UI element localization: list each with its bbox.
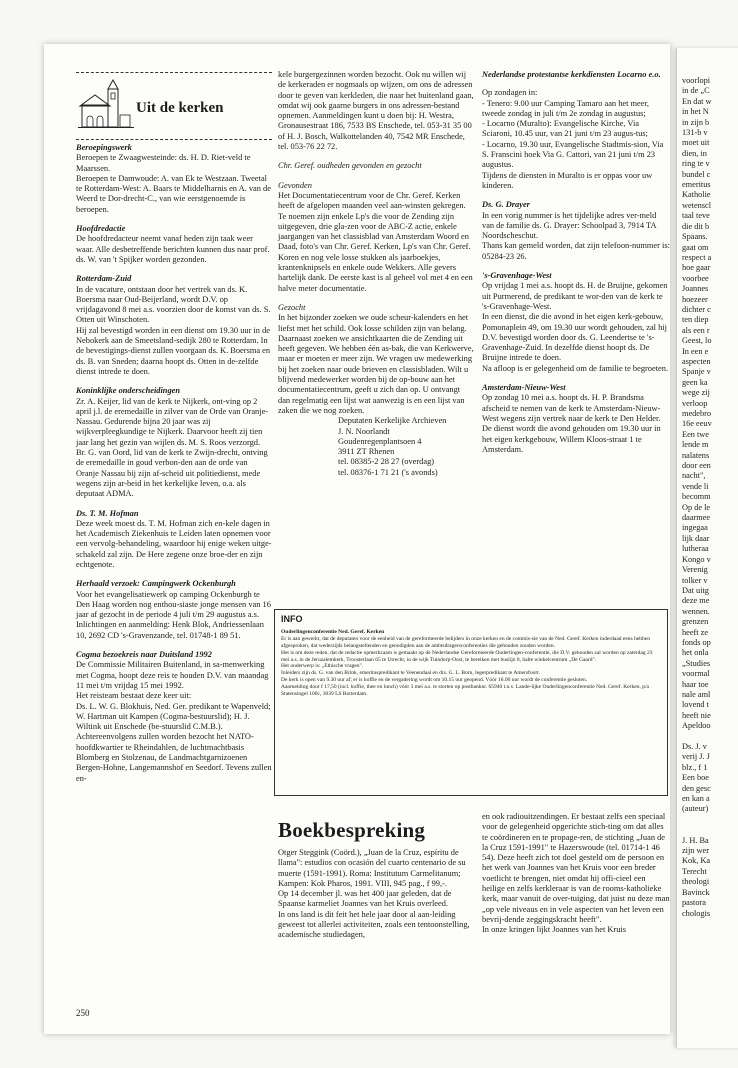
paragraph: De Commissie Militairen Buitenland, in sa-menwerking met Cogma, hoopt deze reis te houden D.V. van maandag 11 mei t/m vrijdag 15 mei 1992. [76,660,269,690]
paragraph: Hij zal bevestigd worden in een dienst om 19.30 uur in de Nebokerk aan de Smeetsland-sedijk 280 te Rotterdam. In de bevestigings-dienst zullen voorgaan ds. K. Boersma en ds. B. van Sneden; daarna hoopt ds. Otten in de-zelfde dienst intrede te doen. [76,325,271,376]
next-page-line: Verenig [682,565,708,575]
next-page-line: Apeldoo [682,721,711,731]
next-page-line: Kok, Ka [682,856,711,866]
church-icon [78,79,134,129]
section-heading: Chr. Geref. oudheden gevonden en gezocht [278,161,422,171]
paragraph: Beroepen te Damwoude: A. van Ek te Westzaan. Tweetal te Rotterdam-West: A. Baars te Middelharnis en A. van de Weerd te Dor-drecht-C., van wie eerstgenoemde is beroepen. [76,173,271,214]
paragraph: Het reisteam bestaat deze keer uit: [76,691,192,701]
next-page-line: wennen. [682,606,710,616]
paragraph: Zr. A. Keijer, lid van de kerk te Nijkerk, ont-ving op 2 april j.l. de eremedaille in zilver van de Orde van Oranje-Nassau. Gedurende bijna 20 jaar was zij wijkverpleegkundige te Nijkerk. Daarvoor heeft zij tien jaar lang het gezin van wijlen ds. M. S. Roos verzorgd. [76,396,269,447]
next-page-line: hoe gaar [682,263,711,273]
next-page-line: daarmee [682,513,711,523]
section-heading: Koninklijke onderscheidingen [76,386,181,396]
paragraph: - Tenero: 9.00 uur Camping Tamaro aan het meer, tweede zondag in juli t/m 2e zondag in augustus; [482,98,650,118]
next-page-line: dien, in [682,148,707,158]
paragraph: Beroepen te Zwaagwesteinde: ds. H. D. Riet-veld te Maarssen. [76,153,251,173]
next-page-line: geen ka [682,377,708,387]
next-page-line: in het N [682,107,709,117]
next-page-line: nacht", [682,471,706,481]
column-2 [278,70,474,478]
next-page-line: Dat uitg [682,585,709,595]
next-page-line: verloop [682,398,708,408]
next-page-line: wege zij [682,388,710,398]
next-page-line: lovend t [682,700,709,710]
info-subtitle: Ouderlingenconferentie Ned. Geref. Kerken [281,628,385,635]
next-page-line: nalatens [682,450,710,460]
paragraph: Op zondagen in: [482,88,538,98]
next-page-line: ten diep [682,315,709,325]
paragraph: Na afloop is er gelegenheid om de familie te begroeten. [482,363,669,373]
info-paragraph: Aanmelding door f 17,50 (incl. koffie, thee en lunch) vóór 3 mei a.s. te storten op postbanknr. 65940 t.n.v. Lande-lijke Ouderlingenconferentie Ned. Geref. Kerken, p/a Statensingel 100c, 3039 LS Rotterdam. [281,684,649,698]
next-page-line: het onla [682,648,709,658]
paragraph: Op zondag 10 mei a.s. hoopt ds. H. P. Brandsma afscheid te nemen van de kerk te Amsterdam-Nieuw-West wegens zijn vertrek naar de kerk te Den Helder. De dienst wordt die avond gehouden om 19.30 uur in het eigen kerkgebouw, Willem Kloos-straat 1 te Amsterdam. [482,393,661,454]
section-heading: Beroepingswerk [76,143,132,152]
section-heading: 's-Gravenhage-West [482,271,552,281]
paragraph: Ds. L. W. G. Blokhuis, Ned. Ger. predikant te Wapenveld; W. Hartman uit Kampen (Cogma-bestuurslid); H. J. Wiltink uit Enschede (be-stuurslid C.M.B.). [76,701,271,732]
next-page-line: (auteur) [682,804,709,814]
next-page-line: in zijn b [682,117,710,127]
divider [76,72,272,73]
next-page-line: hoezeer [682,294,708,304]
next-page-line: gaat om [682,242,709,252]
next-page-line: blz., f 1 [682,762,708,772]
next-page-line: voorlopi [682,76,711,85]
info-paragraph: De kerk is open van 9.30 uur af; er is koffie en de vergadering wordt om 10.15 uur geopend. Vóór 16.00 uur wordt de conferentie gesloten. [281,677,588,684]
paragraph: In het bijzonder zoeken we oude scheur-kalenders en het liefst met het schild. Ook losse schilden zijn van belang. [278,313,469,333]
section-heading: Ds. G. Drayer [482,200,530,210]
paragraph: Tijdens de diensten in Muralto is er oppas voor uw kinderen. [482,170,653,190]
paragraph: Op vrijdag 1 mei a.s. hoopt ds. H. de Bruijne, gekomen uit Purmerend, de predikant te wor-den van de kerk te 's-Gravenhage-West. [482,281,668,311]
signature-line: 3911 ZT Rhenen [338,447,395,457]
next-page-line: Spaans. [682,232,708,242]
next-page-line: die dit b [682,221,710,231]
section-heading: Herhaald verzoek: Campingwerk Ockenburgh [76,579,236,589]
next-page-line: verij J. J [682,752,710,762]
next-page-line: aspecten [682,356,711,366]
next-page-line: den gesc [682,783,711,793]
info-paragraph: Het onderwerp is: „Ethische vragen". [281,663,364,670]
next-page-line: medebro [682,409,712,418]
paragraph: Br. G. van Oord, lid van de kerk te Zwijn-drecht, ontving de eremedaille in goud verbon-den aan de orde van Oranje Nassau bij zijn af-scheid uit politiedienst, mede wegens zijn ar-beid in het kerkelijke leven, o.a. als deputaat ADMA. [76,448,268,499]
next-page-line: becomm [682,492,711,502]
next-page-line: wetenscl [682,200,712,210]
paragraph: In onze kringen lijkt Joannes van het Kruis [482,925,626,935]
next-page-line: 131-b v [682,128,708,138]
signature-line: Goudenregenplantsoen 4 [338,436,422,446]
next-page-line: taal teve [682,211,710,221]
next-page-line: emeritus [682,180,711,190]
next-page-line: Ds. J. v [682,742,707,751]
section-heading: Cogma bezoekreis naar Duitsland 1992 [76,650,212,660]
next-page-line: haar toe [682,679,709,689]
signature-block [338,416,474,478]
next-page-line: voormal [682,669,710,679]
next-page-line: chologis [682,908,711,918]
next-page-line: In een e [682,346,709,356]
paragraph: In een dienst, die die avond in het eigen kerk-gebouw, Pomonaplein 49, om 19.30 uur wordt gehouden, zal hij D.V. bevestigd worden door ds. G. Leendertse te 's-Gravenhage-Zuid. In dezelfde dienst hoopt ds. De Bruijne intrede te doen. [482,312,667,363]
next-page-line: Spanje v [682,367,711,377]
next-page-line: pastora [682,898,706,908]
paragraph: In een vorig nummer is het tijdelijke adres ver-meld van de familie ds. G. Drayer: Schoolpad 3, 7914 TA Noordscheschut. [482,210,657,241]
signature-line: J. N. Noorlandt [338,426,390,436]
next-page-line: Kongo v [682,554,711,564]
next-page-line: Katholie [682,190,711,200]
signature-line: tel. 08385-2 28 27 (overdag) [338,457,435,467]
subheading: Gevonden [278,180,312,190]
masthead-title: Uit de kerken [136,100,224,116]
section-heading: Rotterdam-Zuid [76,274,132,284]
boekbespreking-right [482,812,670,936]
paragraph: - Locarno, 19.30 uur, Evangelische Stadtmis-sion, Via S. Franscini hoek Via G. Cattori, van 21 juni t/m 23 augustus. [482,139,664,170]
next-page-line: theologi [682,877,710,887]
section-heading: Nederlandse protestantse kerkdiensten Locarno e.o. [482,70,661,79]
next-page-line: vende li [682,481,709,491]
next-page-line: lutheraa [682,544,709,554]
next-page-line: Geest, lo [682,336,712,346]
paragraph: Achtereenvolgens zullen worden bezocht het NATO-hoofdkwartier te Rheindahlen, de luchtmachtbasis Blomberg en Stolzenau, de Landmachtgarnizoenen Bergen-Hohne, Langemannshof en Seedorf. Tevens zullen en- [76,732,272,783]
info-paragraph: Het is om deze reden, dat de redactie opmerkzaam is gemaakt op de Nederlandse Gereformeerde Ouderlingen-conferentie, die D.V. gehouden zal worden op zaterdag 23 mei a.s. in de Jeruzalemkerk, Troosterlaan 65 te Utrecht, in de wijk Tuindorp-Oost, te bereiken met buslijn 8, halte winkelcentrum „De Gaard". [281,649,653,663]
page-number: 250 [76,1008,90,1018]
paragraph: Op 14 december jl. was het 400 jaar geleden, dat de Spaanse karmeliet Joannes van het Kruis overleed. [278,889,452,909]
next-page-line: moet uit [682,138,710,148]
paragraph: In de vacature, ontstaan door het vertrek van ds. K. Boersma naar Oud-Beijerland, wordt D.V. op vrijdagavond 8 mei a.s. voorzien door de komst van ds. S. Otten uit Winschoten. [76,284,271,325]
next-page-line [677,825,738,835]
next-page-line: Bavinck [682,887,710,897]
next-page-line: ring te v [682,159,710,169]
next-page-line [677,815,738,825]
next-page-line: respect a [682,252,712,262]
next-page-line: grenzen [682,617,709,627]
signature-line: Deputaten Kerkelijke Archieven [338,416,447,426]
subheading: Gezocht [278,302,306,312]
next-page-line: ingegaa [682,523,708,533]
next-page-line: voorbee [682,273,709,283]
paragraph: Deze week moest ds. T. M. Hofman zich en-kele dagen in het Academisch Ziekenhuis te Leiden laten opnemen voor een vervolg-behandeling, waardoor hij enige weken uitge-schakeld zal zijn. De Here zegene onze broe-der en zijn echtgenote. [76,518,272,569]
next-page-line: nale aml [682,689,711,699]
next-page-line: lende m [682,440,709,450]
section-heading: Amsterdam-Nieuw-West [482,383,566,393]
section-heading: Hoofdredactie [76,224,126,234]
next-page-line: zijn wer [682,846,709,856]
column-3 [482,70,670,455]
paragraph: - Locarno (Muralto): Evangelische Kirche, Via Sciaroni, 10.45 uur, van 21 juni t/m 23 augus-tus; [482,119,648,139]
next-page-line: heeft nie [682,710,711,720]
divider [76,139,272,140]
next-page-line: Op de le [682,502,711,512]
boekbespreking-title: Boekbespreking [278,818,426,842]
next-page-line: fonds op [682,637,711,647]
next-page-text [677,48,738,919]
next-page-line: deze me [682,596,710,606]
next-page-line: 16e eeuv [682,419,712,429]
paragraph: kele burgergezinnen worden bezocht. Ook nu willen wij de kerkeraden er nogmaals op wijzen, om ons de adressen door te geven van kerkleden, die naar het buitenland gaan, omdat wij ook gaarne burgers in ons adressen-bestand opnemen. Aanmeldingen kunt u doen bij: H. Westra, Gronausestraat 186, 7533 BS Enschede, tel. 053-31 35 00 of H. J. Bosch, Walkottelanden 40, 7542 MR Enschede, tel. 053-76 22 72. [278,70,474,152]
paragraph: Otger Steggink (Coörd.), „Juan de la Cruz, espíritu de llama": estudios con ocasión del cuarto centenario de su muerte (1591-1991). Roma: Institutum Carmelitanum; Kampen: Kok Pharos, 1991. VIII, 945 pag., f 99,-. [278,848,466,888]
next-page-line: tolker v [682,575,708,585]
info-title: INFO [281,614,303,624]
masthead [76,75,272,137]
next-page-edge [676,48,738,1048]
info-paragraph: Er is aan gewerkt, dat de deputaten voor de eenheid van de gereformeerde belijders in onze kerken en de commis-sie van de Ned. Geref. Kerken inderdaad eens hebben afgesproken, dat wederzijds belangstellenden en genodigden aan de ambtsdragersconferenties die gehouden zouden worden. [281,635,650,649]
next-page-line: en kan a [682,794,710,804]
info-paragraph: Inleiders zijn ds. G. van den Brink, emerituspredikant te Veenendaal en drs. G. L. Born, legerpredikant te Amersfoort. [281,670,541,677]
section-heading: Ds. T. M. Hofman [76,508,139,518]
paragraph: Thans kan gemeld worden, dat zijn telefoon-nummer is: 05284-23 26. [482,241,670,261]
next-page-line: Een boe [682,773,709,783]
next-page-line: door een [682,461,711,471]
info-box [274,609,668,796]
signature-line: tel. 08376-1 71 21 ('s avonds) [338,467,438,477]
paragraph: In ons land is dit feit het hele jaar door al aan-leiding geweest tot allerlei activiteiten, zoals een tentoonstelling, academische studiedagen, [278,909,470,940]
next-page-line [677,732,738,742]
boekbespreking-left [278,848,474,941]
next-page-line: heeft ze [682,627,709,637]
next-page-line: En dat w [682,96,712,106]
paragraph: Daarnaast zoeken we ansichtkaarten die de Zending uit heeft gegeven. We hebben één as-bak, die van Kerkwerve, maar er moeten er meer zijn. We vragen uw medewerking bij het zoeken naar oude brieven en classisbladen. Wilt u blijvend medewerker worden bij de op-bouw aan het documentatiecentrum, geeft u zich dan op. U ontvangt dan regelmatig een lijst wat aanwezig is en een lijst van zaken die we nog zoeken. [278,333,474,415]
next-page-line: als een r [682,325,710,335]
column-1 [76,70,272,784]
paragraph: Voor het evangelisatiewerk op camping Ockenburgh te Den Haag worden nog enthou-siaste jonge mensen van 16 jaar af gezocht in de periode 4 juli t/m 29 augustus a.s. Inlichtingen en aanmelding: Henk Blok, Andriessenlaan 10, 2692 CD 's-Gravenzande, tel. 01748-1 89 51. [76,589,271,640]
next-page-line: lijk daar [682,533,710,543]
next-page-line: dichter c [682,304,711,314]
paragraph: en ook radiouitzendingen. Er bestaat zelfs een speciaal voor de gelegenheid opgerichte stich-ting om dat alles te coördineren en te propage-ren, de stichting „Juan de la Cruz 1591-1991" te Hazerswoude (tel. 01714-1 46 54). Deze heeft zich tot doel gesteld om de persoon en het werk van Joannes van het Kruis voor een breder voetlicht te brengen, niet omdat hij offi-cieel een heilige en zelfs kerkleraar is van de rooms-katholieke kerk, maar vanuit de over-tuiging, dat juist nu deze man „op vele niveaus en in vele aspecten van het leven een bevrij-dende zeggingskracht heeft". [482,812,670,924]
next-page-line: in de „C [682,86,710,96]
next-page-line: bundel c [682,169,711,179]
next-page-line: Joannes [682,284,709,294]
next-page-line: „Studies [682,658,711,668]
paragraph: De hoofdredacteur neemt vanaf heden zijn taak weer waar. Alle desbetreffende berichten kunnen dus naar prof. ds. W. van 't Spijker worden gezonden. [76,234,270,264]
paragraph: Het Documentatiecentrum voor de Chr. Geref. Kerken heeft de afgelopen maanden veel aan-winsten gekregen. Te noemen zijn enkele Lp's die voor de Zending zijn uitgegeven, drie gla-zen voor de ABC-Z actie, enkele jaargangen van het classisblad van Amsterdam Woord en Daad, foto's van Chr. Geref. Kerken, Lp's van Chr. Geref. Koren en nog vele losse stukken als jaarboekjes, krantenknipsels en enkele oude Wekkers. Alle gevers hartelijk dank. De eerste kast is al geheel vol met 4 en een halve meter documentatie. [278,190,473,293]
next-page-line: J. H. Ba [682,835,709,845]
next-page-line: Terecht [682,866,707,876]
next-page-line: Een twe [682,429,709,439]
